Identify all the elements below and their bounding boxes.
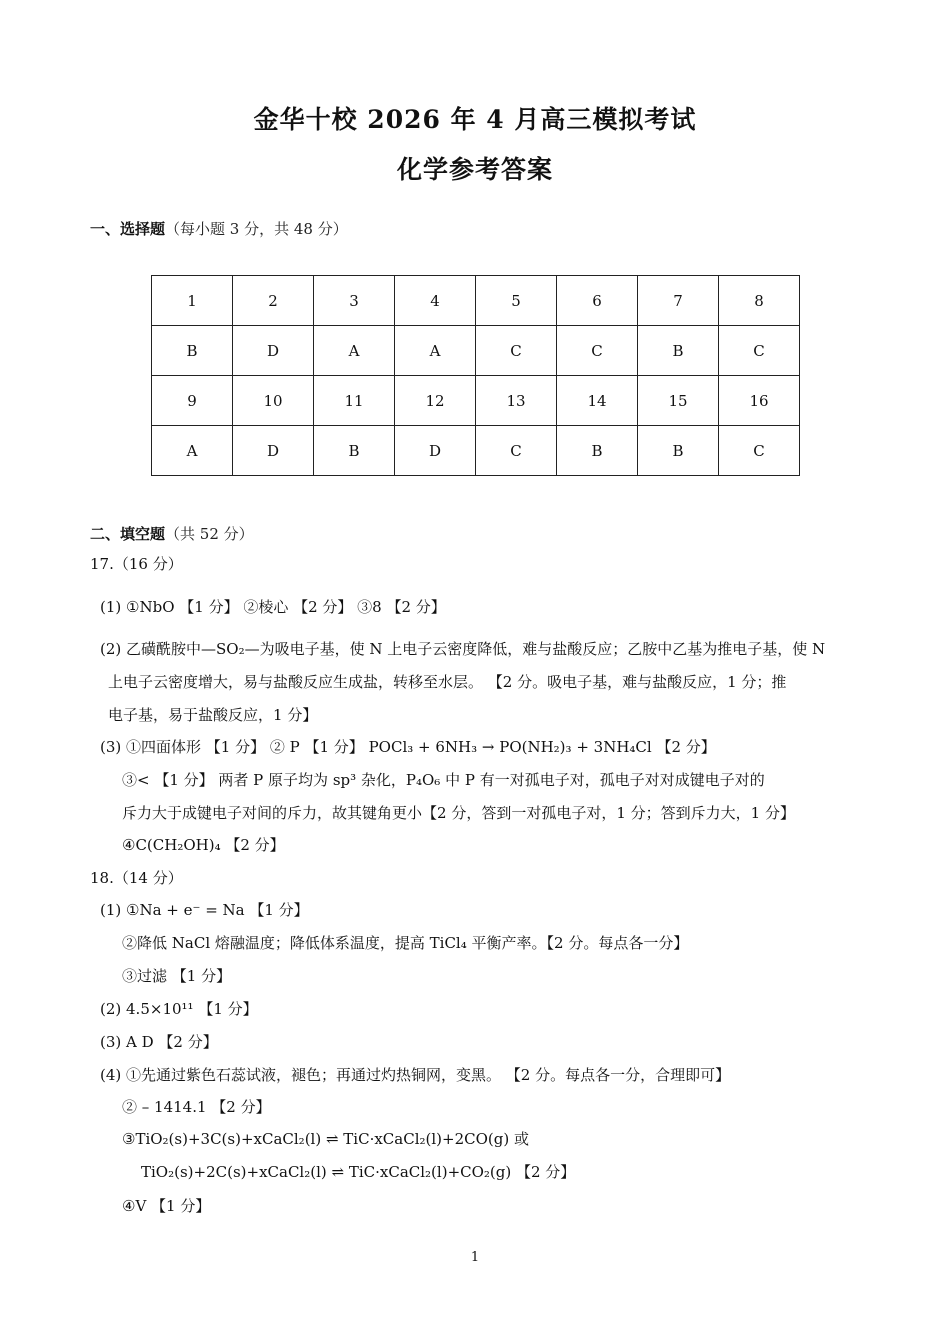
table-cell: 12 [395,376,476,426]
page-subtitle: 化学参考答案 [396,155,553,184]
table-cell: D [395,426,476,476]
table-cell: B [314,426,395,476]
table-cell: A [152,426,233,476]
table-row [152,276,800,326]
table-cell: A [314,326,395,376]
table-cell: C [719,426,800,476]
table-cell: B [152,326,233,376]
q17-part1: (1) ①NbO 【1 分】 ②棱心 【2 分】 ③8 【2 分】 [100,598,446,616]
q18-part1-line3: ③过滤 【1 分】 [122,967,232,985]
page-title: 金华十校 2026 年 4 月高三模拟考试 [253,105,697,134]
q17-part3-line3: 斥力大于成键电子对间的斥力，故其键角更小【2 分，答到一对孤电子对，1 分；答到斥力大，1 分】 [122,804,795,822]
answer-table [151,275,800,476]
table-cell: 3 [314,276,395,326]
table-cell: 6 [557,276,638,326]
q17-part3-line1: (3) ①四面体形 【1 分】 ② P 【1 分】 POCl₃ + 6NH₃ → PO(NH₂)₃ + 3NH₄Cl 【2 分】 [100,738,716,756]
q18-part3: (3) A D 【2 分】 [100,1033,218,1051]
table-cell: 14 [557,376,638,426]
table-cell: C [476,326,557,376]
table-cell: 2 [233,276,314,326]
q18-part4-line5: ④V 【1 分】 [122,1197,211,1215]
table-cell: B [557,426,638,476]
q18-part2: (2) 4.5×10¹¹ 【1 分】 [100,1000,258,1018]
section1-heading: 一、选择题 [90,220,166,238]
page-number: 1 [470,1250,480,1265]
table-cell: 8 [719,276,800,326]
table-row [152,326,800,376]
section2-heading: 二、填空题 [90,525,166,543]
q18-part4-line3: ③TiO₂(s)+3C(s)+xCaCl₂(l) ⇌ TiC·xCaCl₂(l)+2CO(g) 或 [122,1130,529,1148]
table-cell: B [638,326,719,376]
table-cell: 5 [476,276,557,326]
table-cell: 1 [152,276,233,326]
q18-part4-line1: (4) ①先通过紫色石蕊试液，褪色；再通过灼热铜网，变黑。 【2 分。每点各一分，合理即可】 [100,1066,731,1084]
table-row [152,376,800,426]
table-cell: 9 [152,376,233,426]
table-cell: D [233,326,314,376]
table-cell: C [476,426,557,476]
section2-heading-row [90,523,254,544]
q17-part2-line3: 电子基，易于盐酸反应，1 分】 [108,706,318,724]
table-cell: D [233,426,314,476]
q17-header: 17.（16 分） [90,555,183,573]
table-cell: 11 [314,376,395,426]
table-cell: 13 [476,376,557,426]
q18-part1-line2: ②降低 NaCl 熔融温度；降低体系温度，提高 TiCl₄ 平衡产率。【2 分。每点各一分】 [122,934,689,952]
section1-note: （每小题 3 分，共 48 分） [165,220,348,238]
q17-part3-line4: ④C(CH₂OH)₄ 【2 分】 [122,836,285,854]
table-row [152,426,800,476]
table-cell: C [719,326,800,376]
q18-part1-line1: (1) ①Na + e⁻ = Na 【1 分】 [100,901,309,919]
q18-part4-line2: ② – 1414.1 【2 分】 [122,1098,271,1116]
q17-part2-line1: (2) 乙磺酰胺中—SO₂—为吸电子基，使 N 上电子云密度降低，难与盐酸反应；乙胺中乙基为推电子基，使 N [100,640,826,658]
table-cell: B [638,426,719,476]
q18-part4-line4: TiO₂(s)+2C(s)+xCaCl₂(l) ⇌ TiC·xCaCl₂(l)+CO₂(g) 【2 分】 [141,1163,576,1181]
q17-part3-line2: ③< 【1 分】 两者 P 原子均为 sp³ 杂化，P₄O₆ 中 P 有一对孤电子对，孤电子对对成键电子对的 [122,771,765,789]
q17-part2-line2: 上电子云密度增大，易与盐酸反应生成盐，转移至水层。 【2 分。吸电子基，难与盐酸反应，1 分；推 [108,673,787,691]
table-cell: 16 [719,376,800,426]
table-cell: 15 [638,376,719,426]
q18-header: 18.（14 分） [90,869,183,887]
section1-heading-row [90,218,348,239]
table-cell: A [395,326,476,376]
table-cell: 10 [233,376,314,426]
table-cell: 7 [638,276,719,326]
table-cell: C [557,326,638,376]
table-cell: 4 [395,276,476,326]
section2-note: （共 52 分） [165,525,254,543]
